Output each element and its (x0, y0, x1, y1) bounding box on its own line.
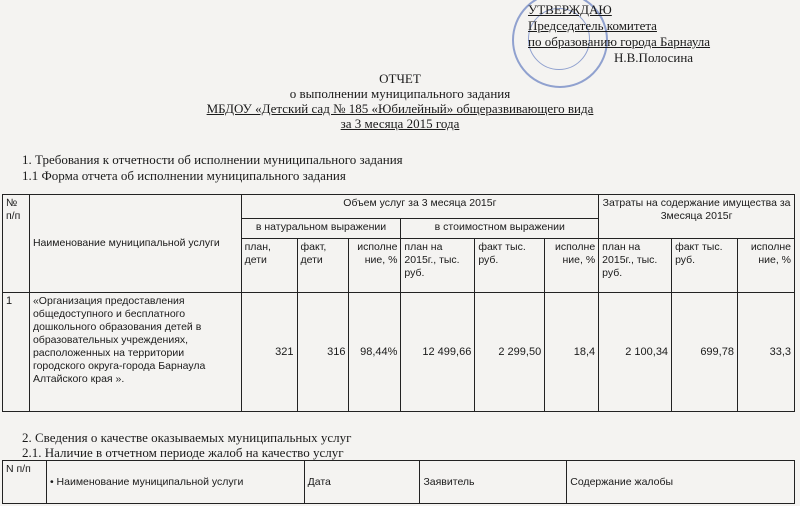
complaints-col-num: N п/п (3, 461, 47, 504)
row-service-name: «Организация предоставления общедоступного и бесплатного дошкольного образования детей в образовательных учреждениях, расположенных на территории городского округа-города Барнаула Алтайского края ». (29, 293, 241, 412)
services-table (2, 194, 795, 412)
costs-group-header: Затраты на содержание имущества за 3месяца 2015г (599, 195, 795, 239)
report-heading: ОТЧЕТ (379, 71, 421, 86)
plan-rub-header: план на 2015г., тыс. руб. (401, 239, 475, 293)
report-subtitle: о выполнении муниципального задания (289, 86, 511, 101)
exec-pct-header-2: исполне ние, % (545, 239, 599, 293)
fact-rub-header: факт тыс. руб. (475, 239, 545, 293)
row-fact-cost: 699,78 (672, 293, 738, 412)
section1-subheading: 1.1 Форма отчета об исполнении муниципального задания (22, 168, 346, 183)
natural-subheader: в натуральном выражении (241, 219, 401, 239)
row-exec2: 18,4 (545, 293, 599, 412)
section1-heading: 1. Требования к отчетности об исполнении муниципального задания (22, 152, 403, 167)
volume-group-header: Объем услуг за 3 месяца 2015г (241, 195, 599, 219)
exec-pct-header-1: исполне ние, % (349, 239, 401, 293)
section2-subheading: 2.1. Наличие в отчетном периоде жалоб на качество услуг (22, 445, 344, 460)
complaints-col-name (46, 461, 304, 504)
table-row (3, 293, 795, 412)
report-period: за 3 месяца 2015 года (340, 116, 460, 131)
section2-heading: 2. Сведения о качестве оказываемых муниципальных услуг (22, 430, 352, 445)
row-exec3: 33,3 (737, 293, 794, 412)
row-fact-rub: 2 299,50 (475, 293, 545, 412)
col-num-header: № п/п (3, 195, 30, 293)
row-plan-rub: 12 499,66 (401, 293, 475, 412)
col-name-header: Наименование муниципальной услуги (29, 195, 241, 293)
approval-line2: Председатель комитета (528, 18, 657, 33)
complaints-col-applicant: Заявитель (420, 461, 567, 504)
approval-line3: по образованию города Барнаула (528, 34, 711, 49)
approval-block (528, 2, 710, 66)
plan-cost-header: план на 2015г., тыс. руб. (599, 239, 672, 293)
complaints-col-content: Содержание жалобы (567, 461, 795, 504)
bullet-icon: • (49, 475, 57, 488)
row-num: 1 (3, 293, 30, 412)
exec-pct-header-3: исполне ние, % (737, 239, 794, 293)
row-fact: 316 (297, 293, 349, 412)
approval-line4: Н.В.Полосина (614, 50, 694, 65)
plan-children-header: план, дети (241, 239, 297, 293)
complaints-col-date: Дата (304, 461, 420, 504)
fact-children-header: факт, дети (297, 239, 349, 293)
row-exec1: 98,44% (349, 293, 401, 412)
row-plan: 321 (241, 293, 297, 412)
complaints-col-name-label: Наименование муниципальной услуги (56, 475, 244, 488)
approval-line1: УТВЕРЖДАЮ (528, 2, 612, 17)
row-plan-cost: 2 100,34 (599, 293, 672, 412)
value-subheader: в стоимостном выражении (401, 219, 599, 239)
report-organization: МБДОУ «Детский сад № 185 «Юбилейный» общеразвивающего вида (206, 101, 594, 116)
fact-cost-header: факт тыс. руб. (672, 239, 738, 293)
complaints-table (2, 460, 795, 504)
